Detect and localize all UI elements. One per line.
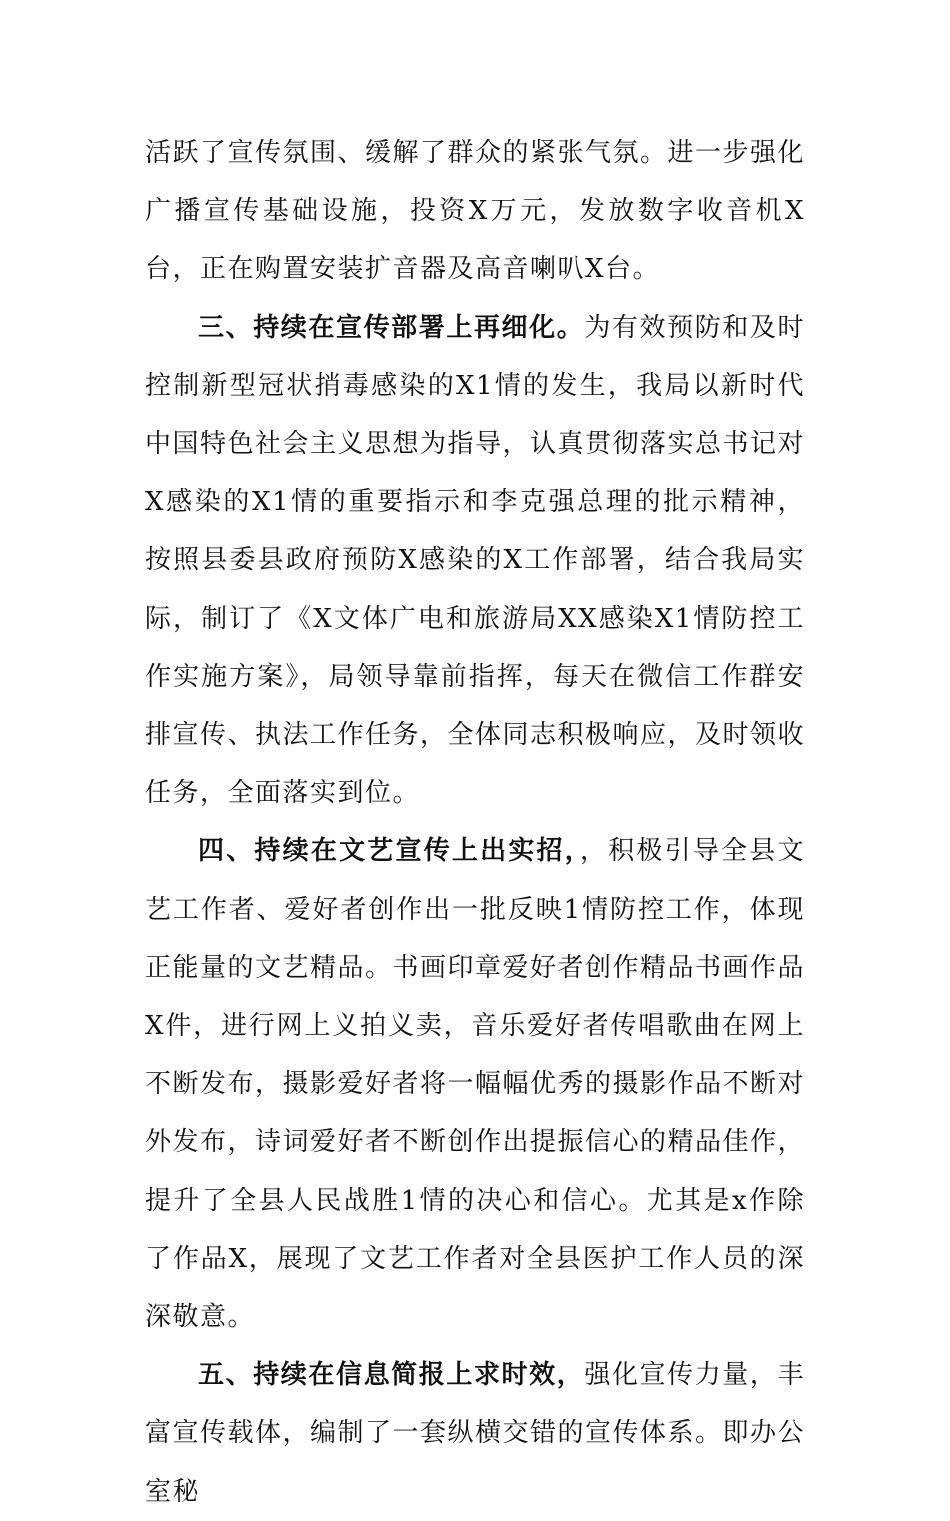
paragraph-4-text: 强化宣传力量，丰富宣传载体，编制了一套纵横交错的宣传体系。即办公室秘 xyxy=(145,1360,806,1507)
paragraph-2 xyxy=(145,299,805,823)
document-body xyxy=(145,124,805,1521)
paragraph-2-text: 为有效预防和及时控制新型冠状捎毒感染的X1情的发生，我局以新时代中国特色社会主义思想为指导，认真贯彻落实总书记对X感染的X1情的重要指示和李克强总理的批示精神，按照县委县政府预防X感染的X工作部署，结合我局实际，制订了《X文体广电和旅游局XX感染X1情防控工作实施方案》，局领导靠前指挥，每天在微信工作群安排宣传、执法工作任务，全体同志积极响应，及时领收任务，全面落实到位。 xyxy=(145,312,806,809)
section-heading-5: 五、持续在信息简报上求时效， xyxy=(198,1360,585,1391)
paragraph-1 xyxy=(145,124,805,299)
section-heading-3: 三、持续在宣传部署上再细化。 xyxy=(198,312,585,343)
paragraph-3 xyxy=(145,822,805,1346)
paragraph-1-text: 活跃了宣传氛围、缓解了群众的紧张气氛。进一步强化广播宣传基础设施，投资X万元，发放数字收音机X台，正在购置安装扩音器及高音喇叭X台。 xyxy=(145,138,806,285)
paragraph-4 xyxy=(145,1346,805,1521)
paragraph-3-text: ，积极引导全县文艺工作者、爱好者创作出一批反映1情防控工作，体现正能量的文艺精品。书画印章爱好者创作精品书画作品X件，进行网上义拍义卖，音乐爱好者传唱歌曲在网上不断发布，摄影爱好者将一幅幅优秀的摄影作品不断对外发布，诗词爱好者不断创作出提振信心的精品佳作，提升了全县人民战胜1情的决心和信心。尤其是x作除了作品X，展现了文艺工作者对全县医护工作人员的深深敬意。 xyxy=(145,836,806,1333)
section-heading-4: 四、持续在文艺宣传上出实招， xyxy=(198,836,580,867)
